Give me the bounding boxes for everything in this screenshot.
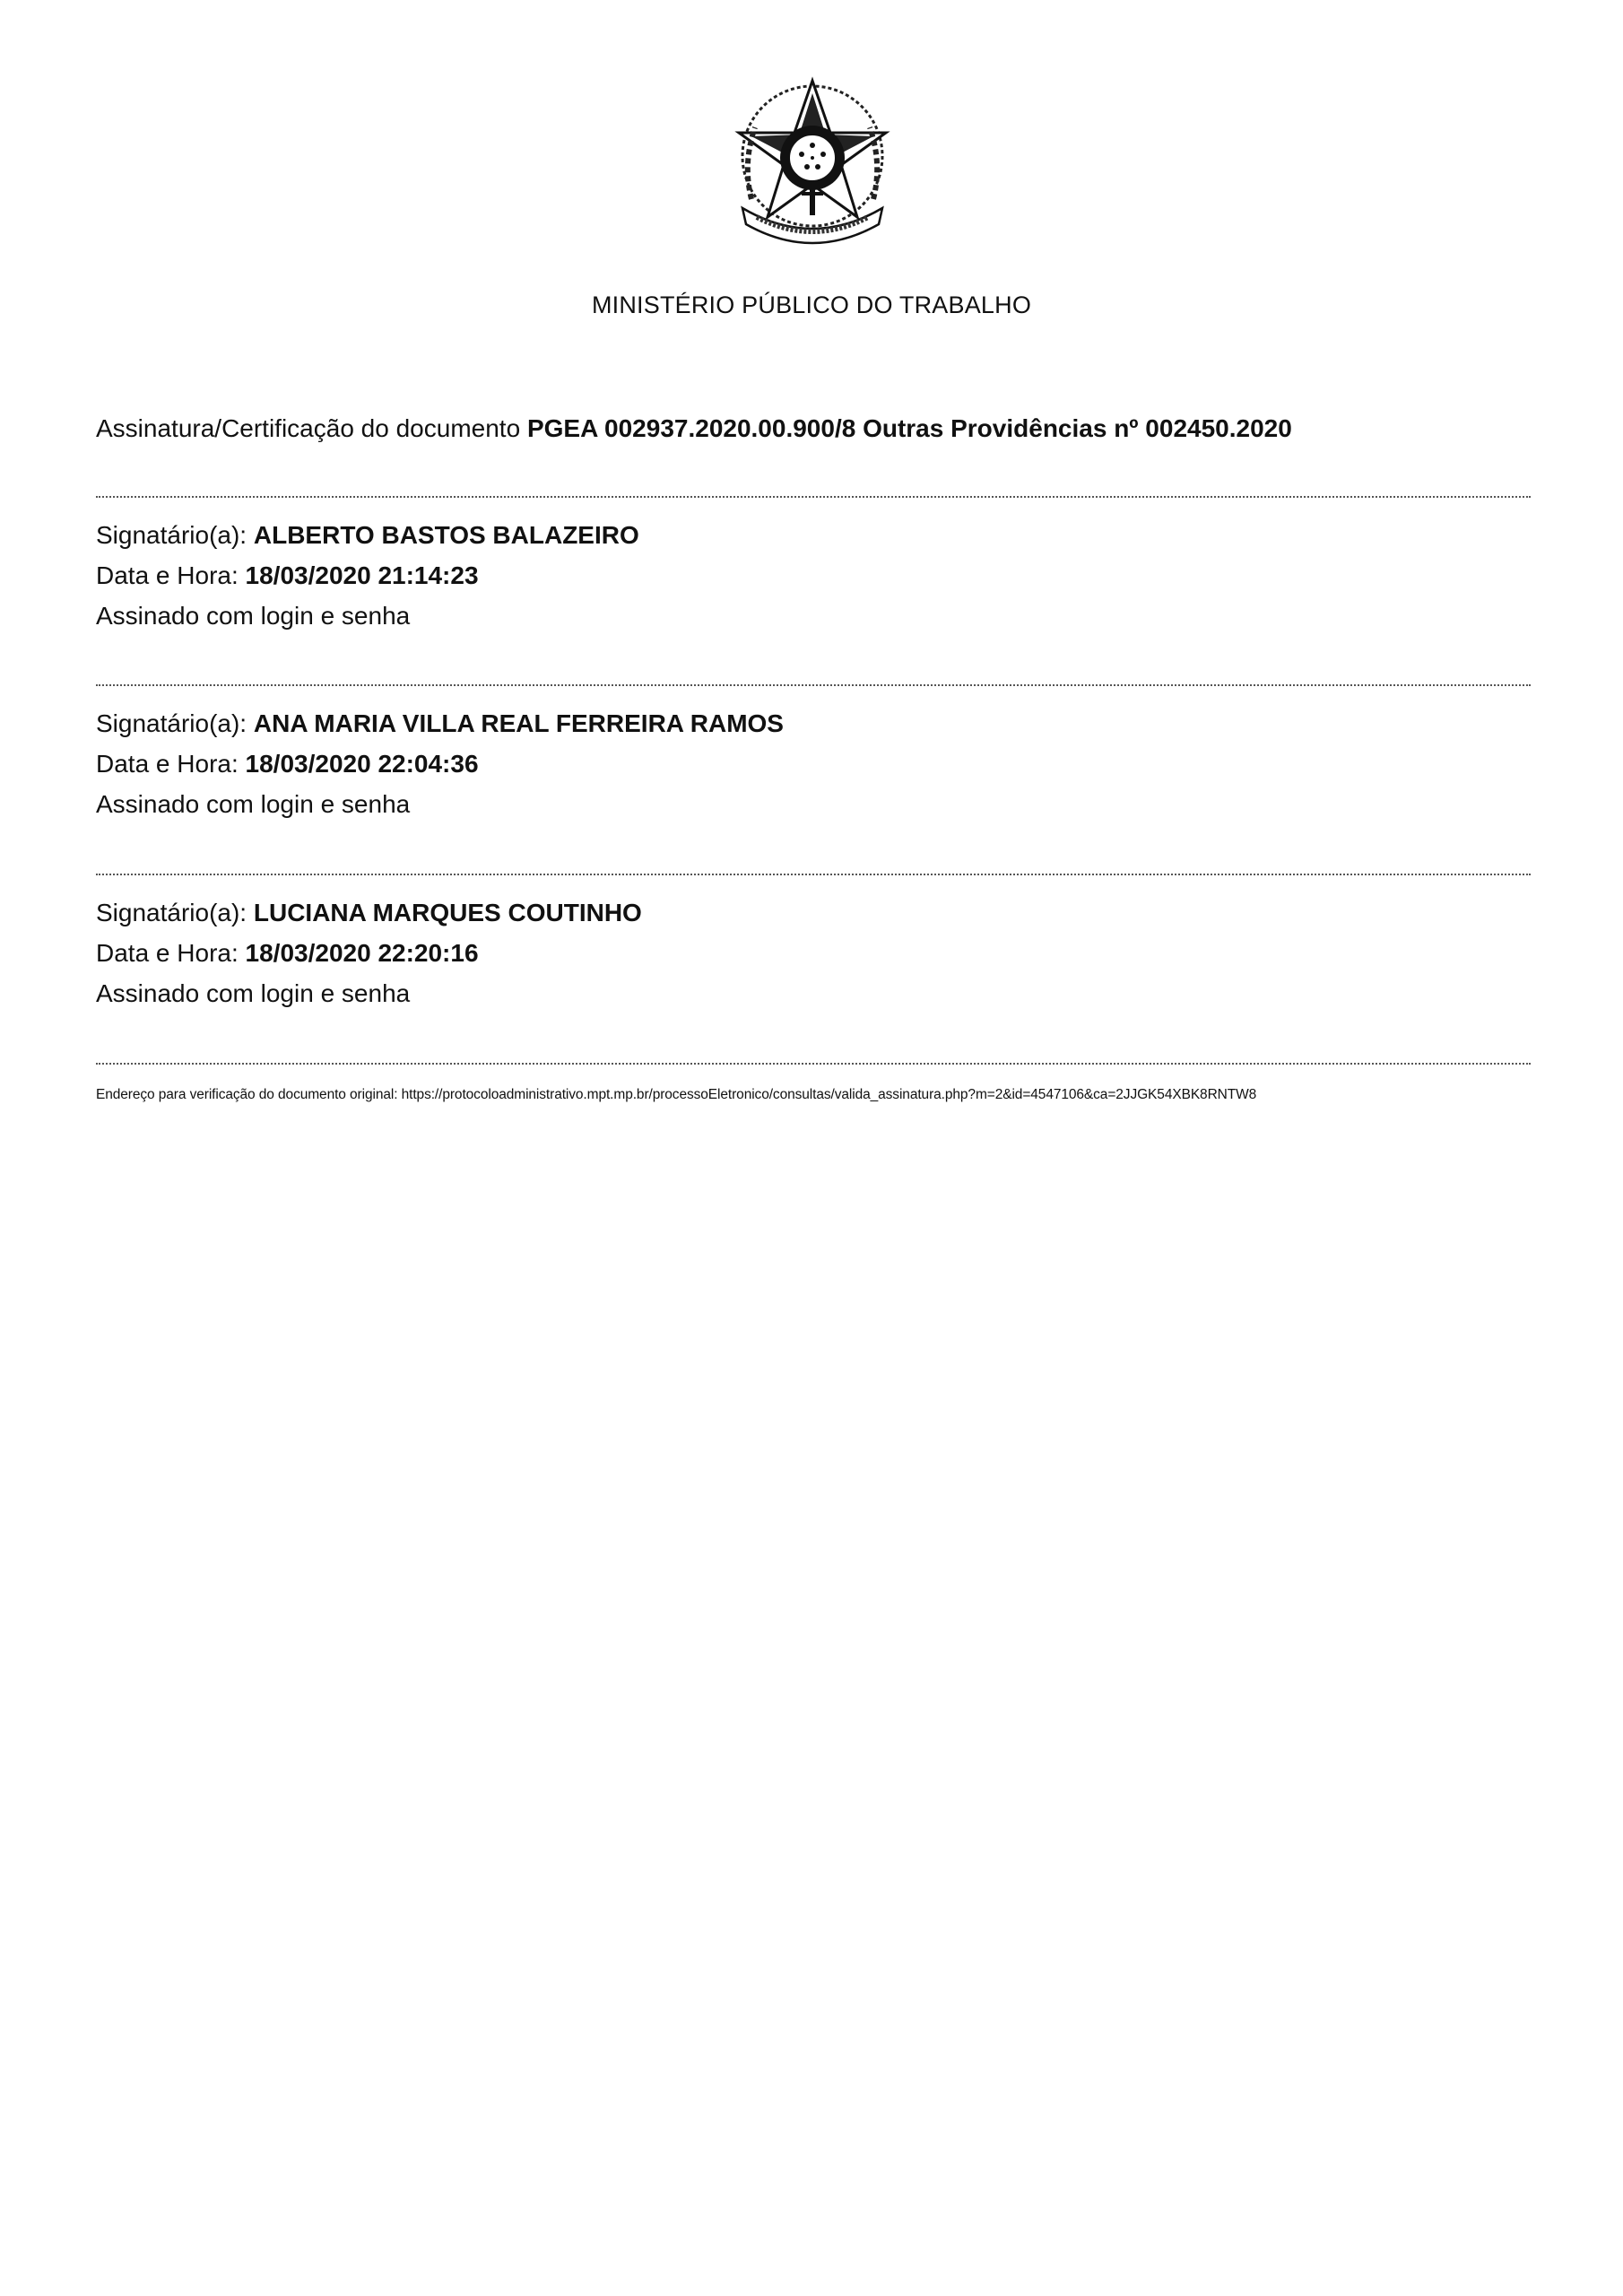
signature-entry: [96, 703, 784, 824]
signature-datetime: 18/03/2020 22:20:16: [245, 939, 479, 967]
document-identifier: PGEA 002937.2020.00.900/8 Outras Providências nº 002450.2020: [526, 414, 1292, 442]
verification-label: Endereço para verificação do documento original:: [96, 1087, 398, 1102]
coat-of-arms-of-brazil-icon: [725, 74, 900, 249]
signer-label: Signatário(a):: [96, 709, 247, 737]
datetime-row: [96, 933, 642, 973]
datetime-label: Data e Hora:: [96, 750, 239, 778]
datetime-label: Data e Hora:: [96, 939, 239, 967]
signature-datetime: 18/03/2020 21:14:23: [245, 561, 479, 589]
dotted-separator: [96, 684, 1531, 686]
signer-name: ALBERTO BASTOS BALAZEIRO: [253, 521, 639, 549]
datetime-row: [96, 555, 639, 596]
signature-entry: [96, 892, 642, 1013]
verification-url[interactable]: https://protocoloadministrativo.mpt.mp.br/processoEletronico/consultas/valida_assinatura.php?m=2&id=4547106&ca=2JJGK54XBK8RNTW8: [401, 1087, 1257, 1102]
document-prefix: Assinatura/Certificação do documento: [96, 414, 521, 442]
signer-label: Signatário(a):: [96, 521, 247, 549]
document-certification-line: [96, 414, 1292, 443]
dotted-separator: [96, 1063, 1531, 1065]
signature-entry: [96, 515, 639, 636]
signer-row: [96, 703, 784, 744]
datetime-label: Data e Hora:: [96, 561, 239, 589]
signature-datetime: 18/03/2020 22:04:36: [245, 750, 479, 778]
signer-row: [96, 515, 639, 555]
organization-name: MINISTÉRIO PÚBLICO DO TRABALHO: [591, 291, 1032, 318]
signer-name: ANA MARIA VILLA REAL FERREIRA RAMOS: [253, 709, 784, 737]
dotted-separator: [96, 496, 1531, 498]
signer-row: [96, 892, 642, 933]
signature-method: Assinado com login e senha: [96, 602, 411, 630]
signature-method: Assinado com login e senha: [96, 790, 411, 818]
signer-name: LUCIANA MARQUES COUTINHO: [253, 899, 642, 926]
signature-method: Assinado com login e senha: [96, 979, 411, 1007]
dotted-separator: [96, 874, 1531, 875]
signer-label: Signatário(a):: [96, 899, 247, 926]
datetime-row: [96, 744, 784, 784]
verification-footer: [96, 1087, 1256, 1103]
